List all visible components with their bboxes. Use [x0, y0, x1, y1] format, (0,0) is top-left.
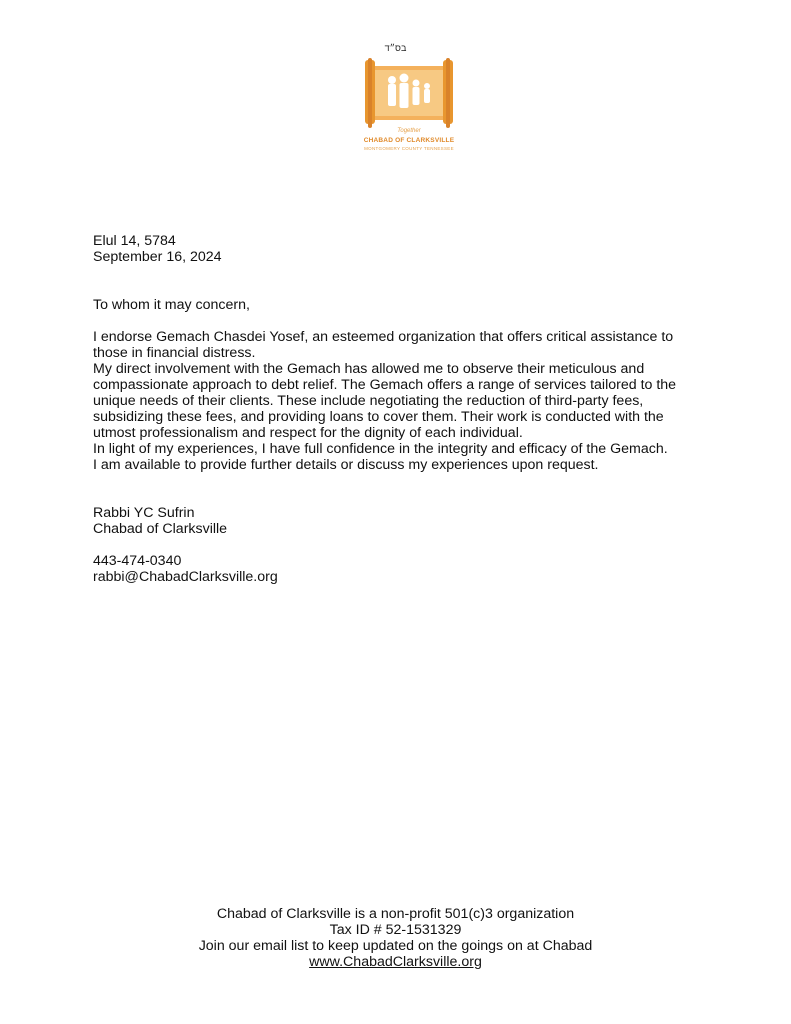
footer-tax-id: Tax ID # 52-1531329	[329, 922, 462, 938]
footer-email-list: Join our email list to keep updated on the goings on at Chabad	[198, 938, 593, 954]
logo-name: CHABAD OF CLARKSVILLE	[363, 137, 455, 144]
logo-subtitle: MONTGOMERY COUNTY TENNESSEE	[364, 146, 454, 151]
letter-body	[93, 233, 703, 585]
footer-nonprofit: Chabad of Clarksville is a non-profit 501(c)3 organization	[216, 906, 575, 922]
date-gregorian: September 16, 2024	[93, 249, 222, 265]
signature-phone: 443-474-0340	[93, 553, 182, 569]
signature-organization: Chabad of Clarksville	[93, 521, 228, 537]
logo-tagline: Together	[397, 128, 421, 134]
paragraph-involvement: My direct involvement with the Gemach has allowed me to observe their meticulous and compassionate approach to debt relief. The Gemach offers a range of services tailored to the unique needs of their clients. These include negotiating the reduction of third-party fees, subsidizing these fees, and providing loans to cover them. Their work is conducted with the utmost professionalism and respect for the dignity of each individual.	[93, 361, 677, 441]
paragraph-endorsement: I endorse Gemach Chasdei Yosef, an esteemed organization that offers critical assistance to those in financial distress.	[93, 329, 674, 361]
footer-website-link[interactable]: www.ChabadClarksville.org	[309, 954, 482, 970]
chabad-logo	[357, 58, 461, 158]
signature-name: Rabbi YC Sufrin	[93, 505, 195, 521]
salutation: To whom it may concern,	[93, 297, 250, 313]
footer	[0, 906, 791, 970]
paragraph-availability: I am available to provide further details or discuss my experiences upon request.	[93, 457, 599, 473]
paragraph-confidence: In light of my experiences, I have full confidence in the integrity and efficacy of the Gemach.	[93, 441, 668, 457]
signature-email: rabbi@ChabadClarksville.org	[93, 569, 278, 585]
date-hebrew: Elul 14, 5784	[93, 233, 176, 249]
bsd-header: בס״ד	[384, 43, 407, 53]
torah-scroll-logo-icon	[357, 58, 461, 128]
